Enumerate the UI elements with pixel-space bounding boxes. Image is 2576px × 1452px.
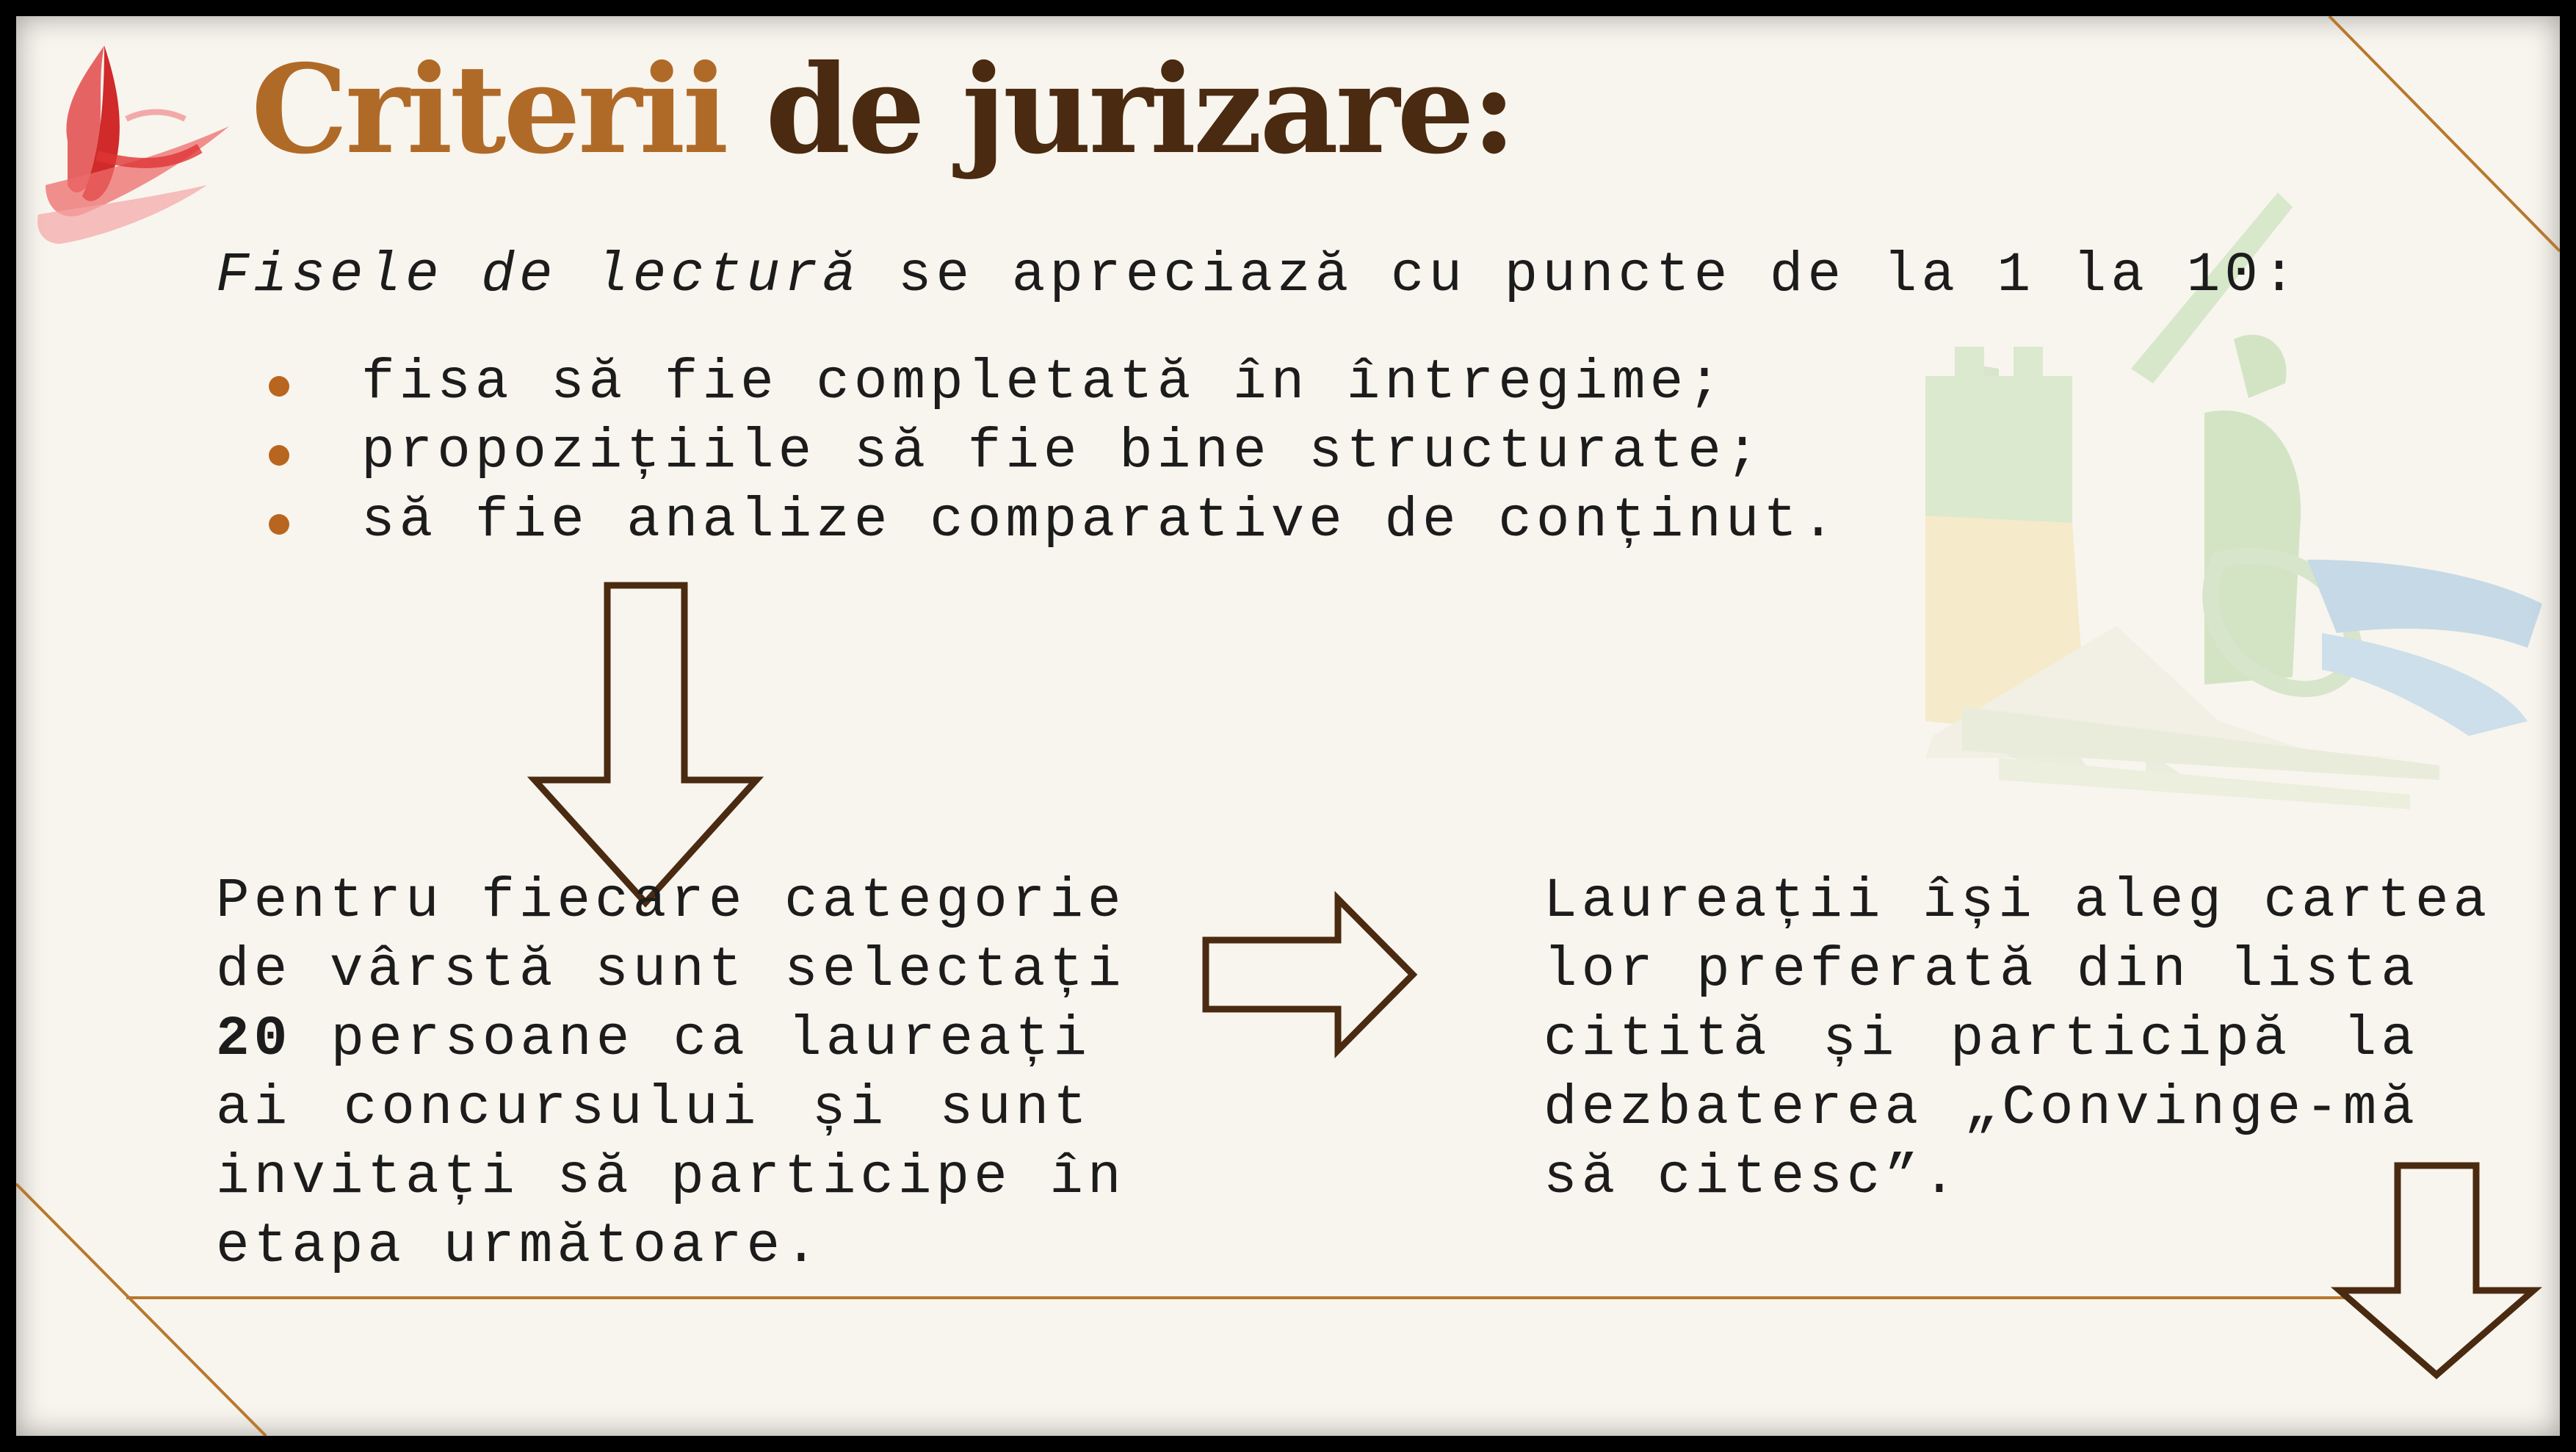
- arrow-down-icon: [535, 585, 756, 903]
- list-item: [251, 348, 1839, 417]
- bullet-dot-icon: [269, 376, 289, 397]
- paragraph-line: etapa următoare.: [216, 1215, 822, 1278]
- title-accent-word: Criterii: [251, 38, 726, 181]
- paragraph-line: invitați să participe în: [216, 1146, 1126, 1209]
- paragraph-line: citită și participă la: [1544, 1008, 2419, 1071]
- paragraph-line: să citesc”.: [1544, 1146, 1961, 1209]
- intro-italic: Fisele de lectură: [216, 244, 861, 307]
- laureates-paragraph: [1544, 867, 2492, 1212]
- slide: [16, 16, 2560, 1436]
- intro-line: [216, 242, 2300, 309]
- brush-stroke-logo-icon: [37, 46, 229, 244]
- list-item-text: fisa să fie completată în întregime;: [361, 351, 1726, 414]
- title-rest: de jurizare:: [765, 38, 1514, 181]
- list-item-text: să fie analize comparative de conținut.: [361, 489, 1839, 552]
- criteria-list: [251, 348, 1839, 555]
- paragraph-line-rest: persoane ca laureați: [292, 1008, 1091, 1071]
- list-item: [251, 417, 1839, 486]
- arrow-right-icon: [1206, 899, 1413, 1050]
- paragraph-line: Pentru fiecare categorie: [216, 870, 1126, 933]
- page-title: [251, 37, 1513, 183]
- paragraph-line: [216, 1005, 1091, 1074]
- corner-line-top-right: [2329, 16, 2560, 251]
- paragraph-line: dezbaterea „Convinge-mă: [1544, 1077, 2419, 1140]
- bullet-dot-icon: [269, 445, 289, 466]
- laureates-count: 20: [216, 1008, 292, 1071]
- list-item: [251, 486, 1839, 555]
- paragraph-line: lor preferată din lista: [1544, 939, 2419, 1002]
- paragraph-line: Laureații își aleg cartea: [1544, 870, 2492, 933]
- paragraph-line: de vârstă sunt selectați: [216, 939, 1126, 1002]
- bullet-dot-icon: [269, 514, 289, 535]
- paragraph-line: ai concursului și sunt: [216, 1077, 1091, 1140]
- selection-paragraph: [216, 867, 1126, 1281]
- list-item-text: propozițiile să fie bine structurate;: [361, 420, 1764, 483]
- intro-rest: se apreciază cu puncte de la 1 la 10:: [860, 244, 2301, 307]
